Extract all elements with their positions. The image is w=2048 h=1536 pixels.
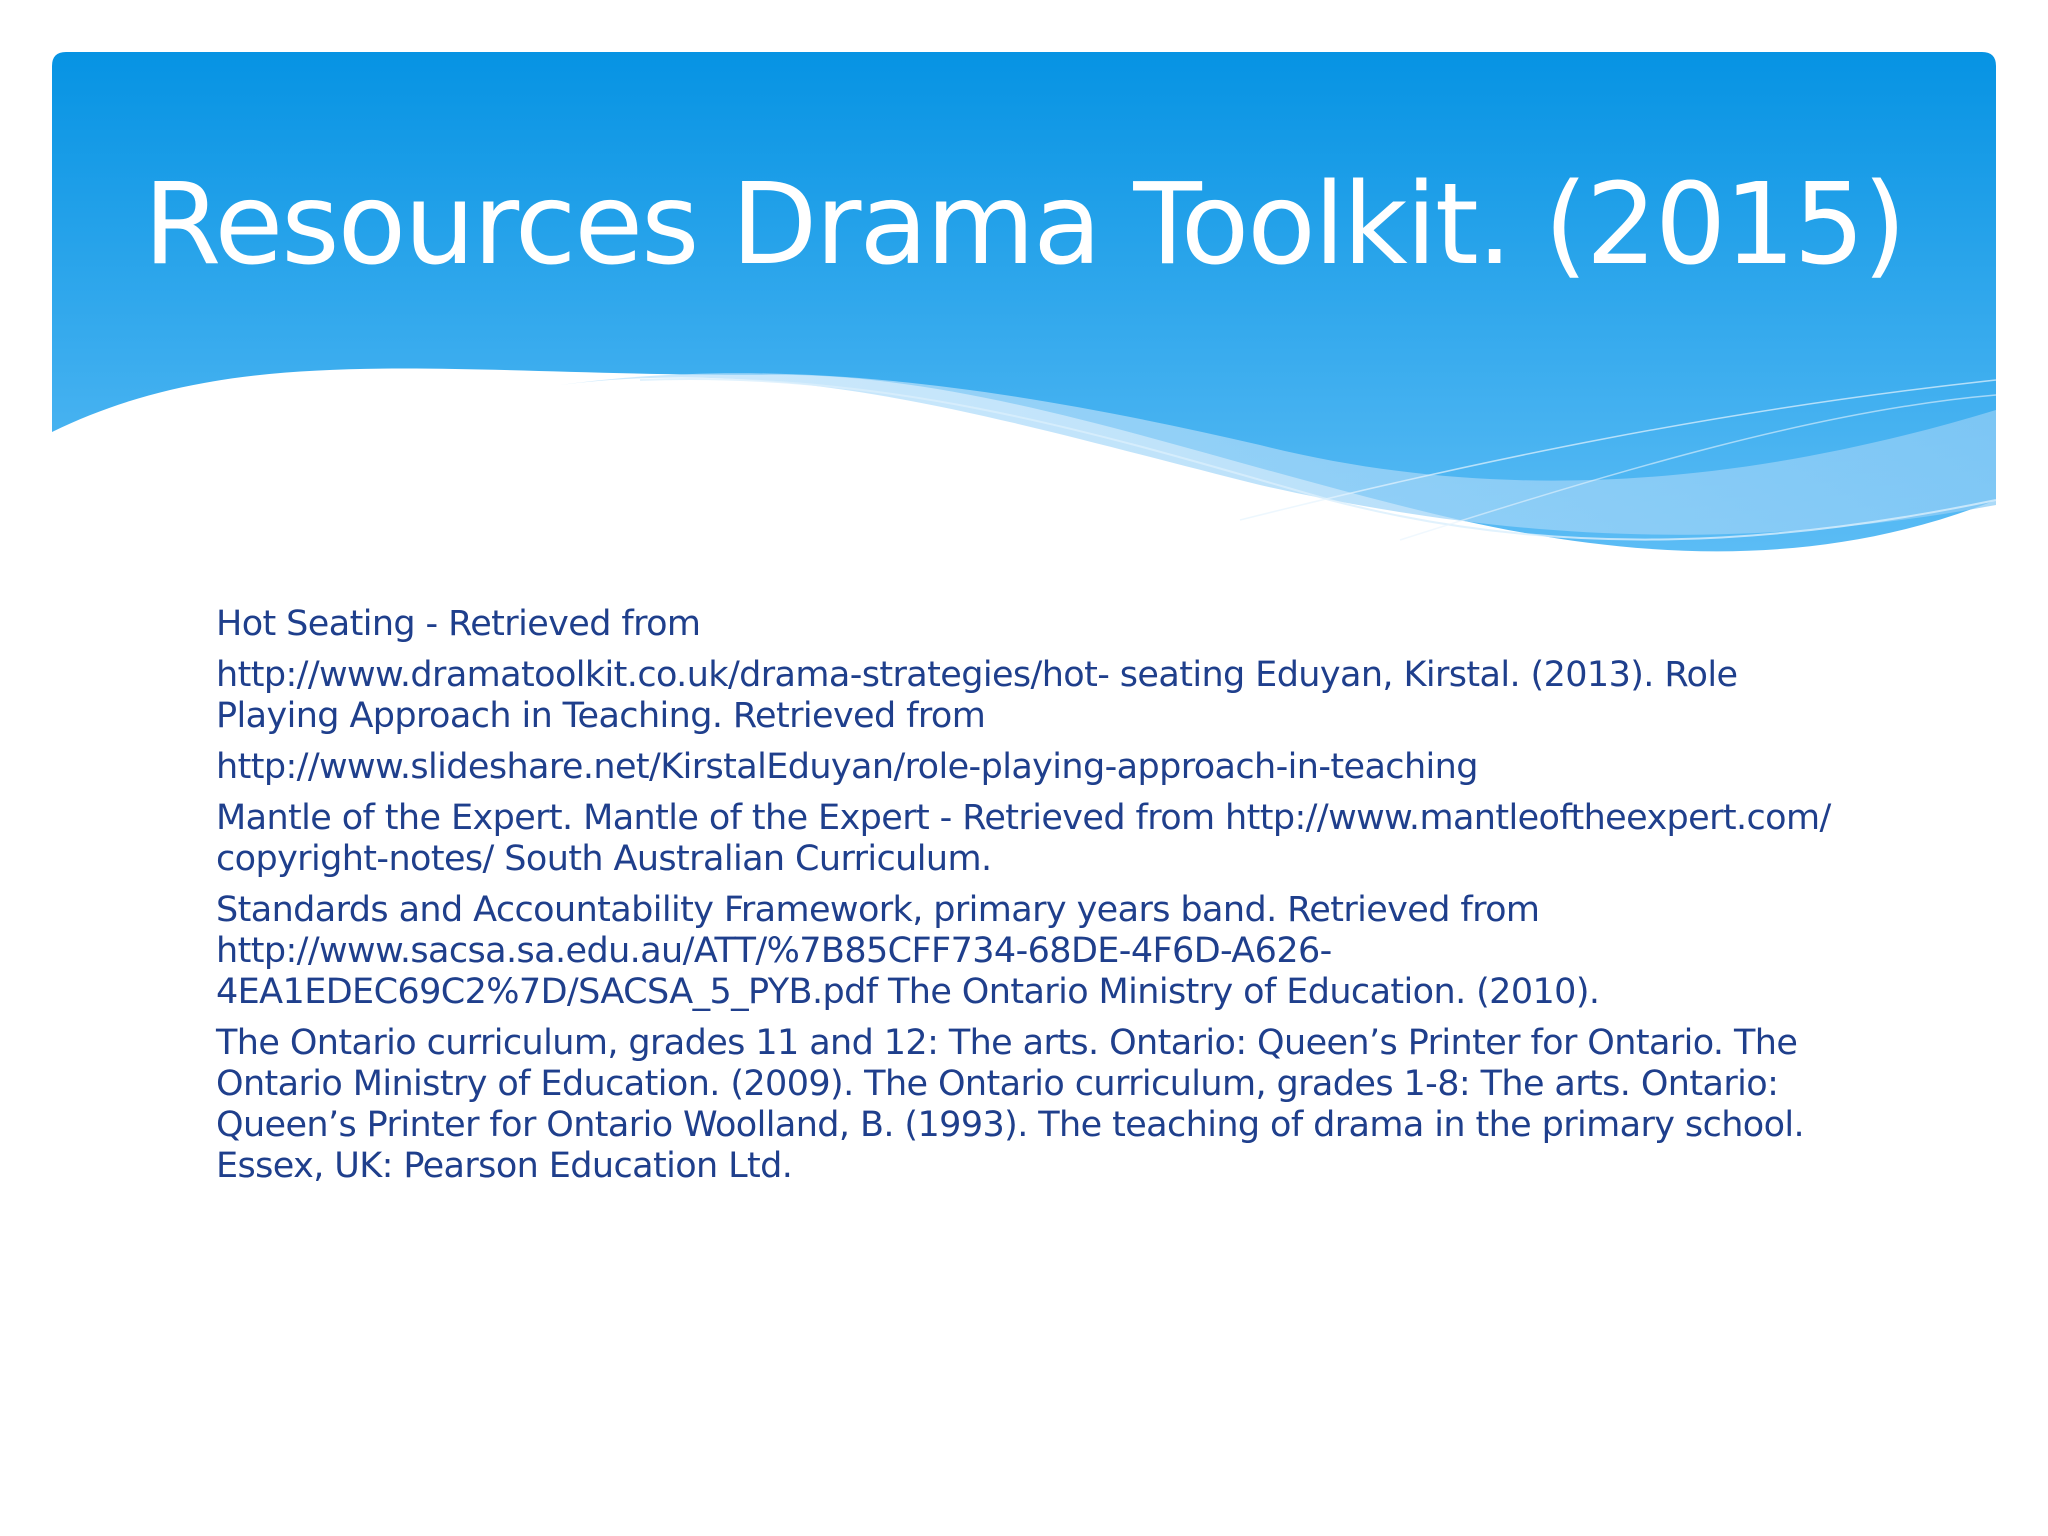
reference-item: http://www.slideshare.net/KirstalEduyan/role-playing-approach-in-teaching — [216, 747, 1478, 787]
reference-item: Hot Seating - Retrieved from — [216, 604, 701, 644]
slide-title: Resources Drama Toolkit. (2015) — [143, 160, 1905, 290]
reference-item: Standards and Accountability Framework, primary years band. Retrieved from http://www.sacsa.sa.edu.au/ATT/%7B85CFF734-68DE-4F6D-A626-4EA1EDEC69C2%7D/SACSA_5_PYB.pdf The Ontario Ministry of Education. (2010). — [216, 890, 1600, 1012]
reference-item: The Ontario curriculum, grades 11 and 12: The arts. Ontario: Queen’s Printer for Ontario. The Ontario Ministry of Education. (2009). The Ontario curriculum, grades 1-8: The arts. Ontario: Queen’s Printer for Ontario Woolland, B. (1993). The teaching of drama in the primary school. Essex, UK: Pearson Education Ltd. — [216, 1023, 1805, 1186]
references-list — [216, 604, 1856, 1197]
reference-item: http://www.dramatoolkit.co.uk/drama-strategies/hot- seating Eduyan, Kirstal. (2013). Role Playing Approach in Teaching. Retrieved from — [216, 655, 1738, 736]
reference-item: Mantle of the Expert. Mantle of the Expert - Retrieved from http://www.mantleoftheexpert.com/ copyright-notes/ South Australian Curriculum. — [216, 798, 1831, 879]
